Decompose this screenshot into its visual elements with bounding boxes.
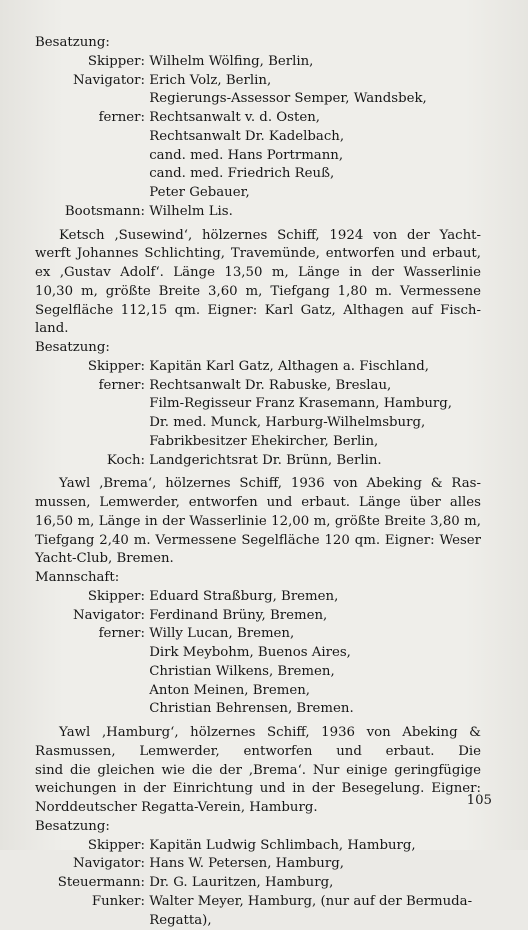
crew-member: Peter Gebauer,	[149, 185, 250, 200]
crew-member: Film-Regisseur Franz Krasemann, Hamburg,	[149, 396, 452, 411]
crew-row	[35, 893, 481, 912]
crew-row	[35, 433, 481, 452]
paragraph-line: Segelfläche 112,15 qm. Eigner: Karl Gatz, Althagen auf Fisch-	[35, 302, 481, 321]
paragraph-line: Yawl ‚Brema‘, hölzernes Schiff, 1936 von Abeking & Ras-	[35, 475, 481, 494]
crew-list	[35, 837, 481, 930]
crew-list	[35, 588, 481, 719]
paragraph-line: Yawl ‚Hamburg‘, hölzernes Schiff, 1936 von Abeking &	[35, 724, 481, 743]
crew-row	[35, 53, 481, 72]
crew-role: Funker:	[35, 893, 145, 912]
crew-heading: Besatzung:	[35, 34, 481, 53]
crew-row	[35, 607, 481, 626]
crew-row	[35, 625, 481, 644]
crew-member: Ferdinand Brüny, Bremen,	[149, 608, 327, 623]
crew-member: Erich Volz, Berlin,	[149, 73, 271, 88]
crew-row	[35, 414, 481, 433]
crew-role: Steuermann:	[35, 874, 145, 893]
paragraph-line: 10,30 m, größte Breite 3,60 m, Tiefgang 1,80 m. Vermessene	[35, 283, 481, 302]
crew-role: Skipper:	[35, 837, 145, 856]
paragraph-line: werft Johannes Schlichting, Travemünde, entworfen und erbaut,	[35, 245, 481, 264]
crew-member: Christian Wilkens, Bremen,	[149, 664, 334, 679]
crew-row	[35, 358, 481, 377]
yacht-description-hamburg	[35, 724, 481, 818]
crew-role: Navigator:	[35, 72, 145, 91]
crew-role: Navigator:	[35, 855, 145, 874]
paragraph-line: sind die gleichen wie die der ‚Brema‘. Nur einige geringfügige	[35, 762, 481, 781]
paragraph-line: ex ‚Gustav Adolf‘. Länge 13,50 m, Länge in der Wasserlinie	[35, 264, 481, 283]
crew-row	[35, 377, 481, 396]
crew-member: Wilhelm Wölfing, Berlin,	[149, 54, 313, 69]
paragraph-line: Ketsch ‚Susewind‘, hölzernes Schiff, 1924 von der Yacht-	[35, 227, 481, 246]
crew-member: Landgerichtsrat Dr. Brünn, Berlin.	[149, 453, 381, 468]
crew-heading: Besatzung:	[35, 818, 481, 837]
crew-member: Kapitän Karl Gatz, Althagen a. Fischland,	[149, 359, 429, 374]
crew-member: Willy Lucan, Bremen,	[149, 626, 294, 641]
crew-member: Kapitän Ludwig Schlimbach, Hamburg,	[149, 838, 415, 853]
crew-row	[35, 644, 481, 663]
paragraph-line: 16,50 m, Länge in der Wasserlinie 12,00 m, größte Breite 3,80 m,	[35, 513, 481, 532]
crew-row	[35, 184, 481, 203]
crew-member: cand. med. Friedrich Reuß,	[149, 166, 334, 181]
paragraph-line: Yacht-Club, Bremen.	[35, 550, 481, 569]
crew-member: Dr. med. Munck, Harburg-Wilhelmsburg,	[149, 415, 425, 430]
crew-row	[35, 90, 481, 109]
crew-row	[35, 874, 481, 893]
crew-row	[35, 165, 481, 184]
paragraph-line: Norddeutscher Regatta-Verein, Hamburg.	[35, 799, 481, 818]
crew-row	[35, 682, 481, 701]
crew-row	[35, 855, 481, 874]
crew-list	[35, 53, 481, 222]
crew-member: Fabrikbesitzer Ehekircher, Berlin,	[149, 434, 378, 449]
page-number: 105	[452, 793, 492, 808]
crew-member: Rechtsanwalt Dr. Kadelbach,	[149, 129, 344, 144]
crew-list	[35, 358, 481, 471]
crew-member: Wilhelm Lis.	[149, 204, 233, 219]
paragraph-line: weichungen in der Einrichtung und in der Besegelung. Eigner:	[35, 780, 481, 799]
crew-row	[35, 700, 481, 719]
crew-role: Skipper:	[35, 53, 145, 72]
crew-row	[35, 588, 481, 607]
crew-role: Skipper:	[35, 588, 145, 607]
crew-row	[35, 912, 481, 930]
crew-row	[35, 395, 481, 414]
crew-row	[35, 147, 481, 166]
crew-row	[35, 72, 481, 91]
crew-row	[35, 128, 481, 147]
crew-role: Koch:	[35, 452, 145, 471]
crew-member: cand. med. Hans Portrmann,	[149, 148, 343, 163]
crew-role: ferner:	[35, 625, 145, 644]
crew-member: Dirk Meybohm, Buenos Aires,	[149, 645, 351, 660]
crew-member: Dr. G. Lauritzen, Hamburg,	[149, 875, 333, 890]
paragraph-line: Rasmussen, Lemwerder, entworfen und erbaut. Die	[35, 743, 481, 762]
crew-member: Walter Meyer, Hamburg, (nur auf der Bermuda-	[149, 894, 472, 909]
crew-role: ferner:	[35, 109, 145, 128]
yacht-description-susewind	[35, 227, 481, 340]
crew-member: Eduard Straßburg, Bremen,	[149, 589, 338, 604]
crew-member: Regatta),	[149, 913, 211, 928]
crew-member: Rechtsanwalt Dr. Rabuske, Breslau,	[149, 378, 391, 393]
crew-member: Regierungs-Assessor Semper, Wandsbek,	[149, 91, 427, 106]
crew-heading: Besatzung:	[35, 339, 481, 358]
crew-member: Rechtsanwalt v. d. Osten,	[149, 110, 320, 125]
paragraph-line: mussen, Lemwerder, entworfen und erbaut. Länge über alles	[35, 494, 481, 513]
crew-member: Hans W. Petersen, Hamburg,	[149, 856, 344, 871]
crew-role: Navigator:	[35, 607, 145, 626]
paragraph-line: land.	[35, 320, 481, 339]
crew-row	[35, 109, 481, 128]
crew-member: Anton Meinen, Bremen,	[149, 683, 310, 698]
crew-row	[35, 663, 481, 682]
crew-row	[35, 837, 481, 856]
paragraph-line: Tiefgang 2,40 m. Vermessene Segelfläche 120 qm. Eigner: Weser	[35, 532, 481, 551]
crew-heading: Mannschaft:	[35, 569, 481, 588]
page-text	[35, 34, 481, 930]
crew-member: Christian Behrensen, Bremen.	[149, 701, 353, 716]
crew-role: Skipper:	[35, 358, 145, 377]
crew-role: Bootsmann:	[35, 203, 145, 222]
crew-row	[35, 452, 481, 471]
crew-row	[35, 203, 481, 222]
yacht-description-brema	[35, 475, 481, 569]
crew-role: ferner:	[35, 377, 145, 396]
